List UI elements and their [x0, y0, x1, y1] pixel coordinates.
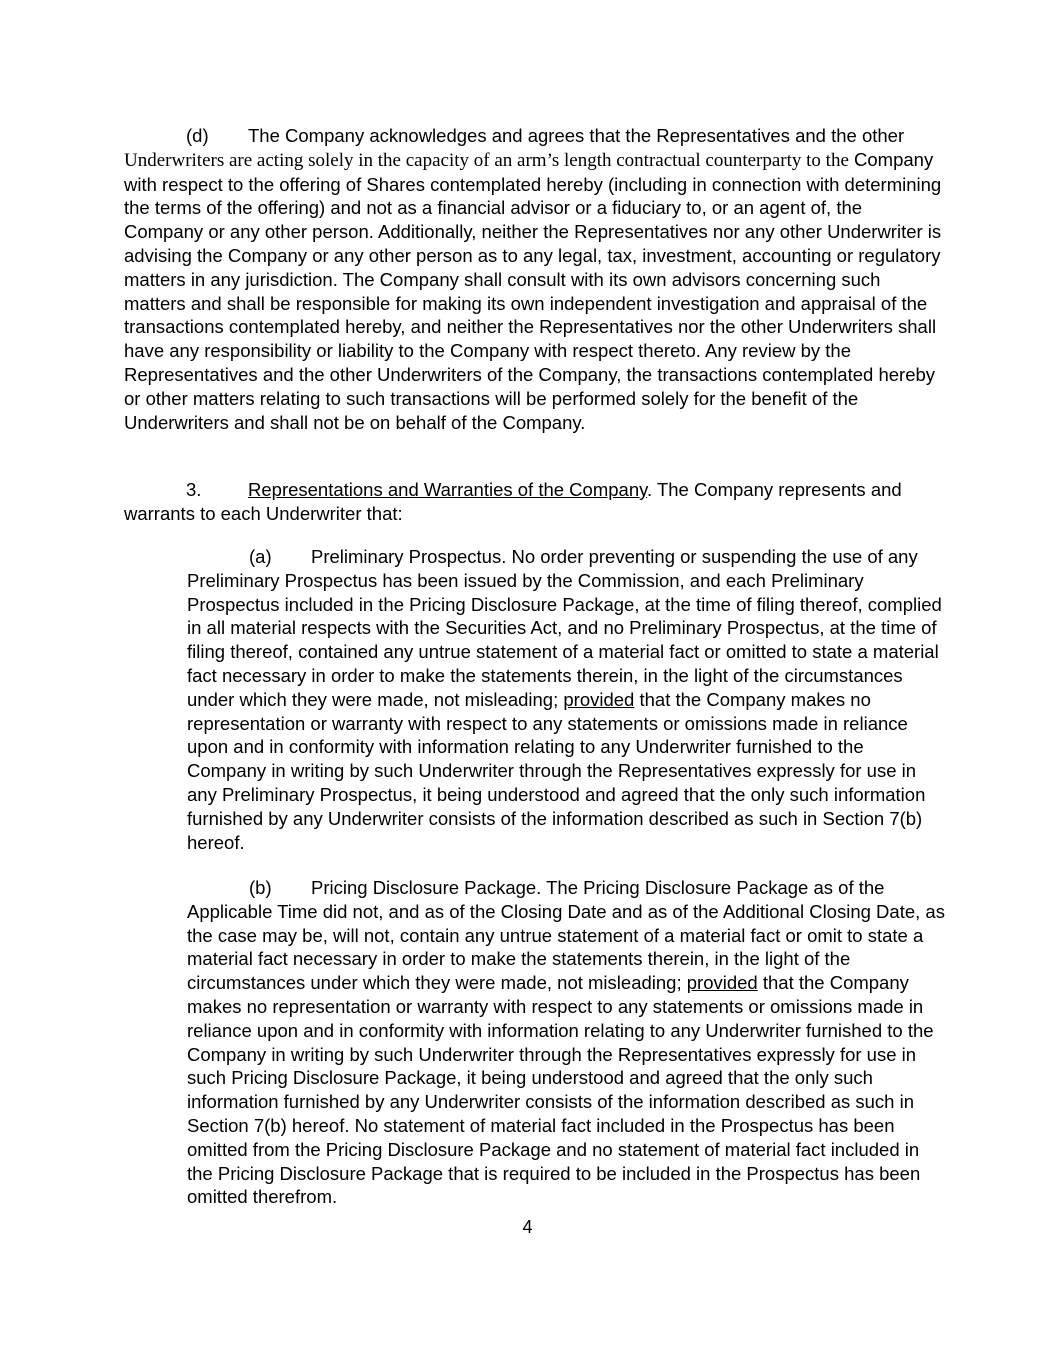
paragraph-a-marker: (a): [249, 546, 272, 567]
paragraph-b: [187, 876, 947, 1209]
paragraph-d: [124, 124, 944, 434]
paragraph-a-title: Preliminary Prospectus.: [311, 546, 507, 567]
paragraph-b-text-2: that the Company makes no representation or warranty with respect to any statements or omissions made in reliance upon and in conformity with information relating to any Underwriter furnished to the Company in writing by such Underwriter through the Representatives expressly for use in such Pricing Disclosure Package, it being understood and agreed that the only such information furnished by any Underwriter consists of the information described as such in Section 7(b) hereof. No statement of material fact included in the Prospectus has been omitted from the Pricing Disclosure Package and no statement of material fact included in the Pricing Disclosure Package that is required to be included in the Prospectus has been omitted therefrom.: [187, 972, 934, 1208]
paragraph-d-serif-line: Underwriters are acting solely in the capacity of an arm’s length contractual counterparty to the: [124, 149, 849, 171]
section-3-text: . The Company represents and warrants to each Underwriter that:: [124, 479, 902, 524]
section-3-paragraph: [124, 478, 944, 526]
section-3-number: 3.: [186, 479, 202, 500]
page-number: 4: [522, 1217, 533, 1237]
paragraph-d-body: Company with respect to the offering of Shares contemplated hereby (including in connection with determining the terms of the offering) and not as a financial advisor or a fiduciary to, or an agent of, the Company or any other person. Additionally, neither the Representatives nor any other Underwriter is advising the Company or any other person as to any legal, tax, investment, accounting or regulatory matters in any jurisdiction. The Company shall consult with its own advisors concerning such matters and shall be responsible for making its own independent investigation and appraisal of the transactions contemplated hereby, and neither the Representatives nor the other Underwriters shall have any responsibility or liability to the Company with respect thereto. Any review by the Representatives and the other Underwriters of the Company, the transactions contemplated hereby or other matters relating to such transactions will be performed solely for the benefit of the Underwriters and shall not be on behalf of the Company.: [124, 148, 942, 433]
paragraph-b-provided: provided: [686, 972, 758, 994]
paragraph-b-text-1: The Pricing Disclosure Package as of the Applicable Time did not, and as of the Closing Date and as of the Additional Closing Date, as the case may be, will not, contain any untrue statement of a material fact or omit to state a material fact necessary in order to make the statements therein, in the light of the circumstances under which they were made, not misleading;: [187, 877, 945, 994]
section-3-heading: Representations and Warranties of the Company: [248, 479, 647, 500]
paragraph-a-provided: provided: [563, 688, 635, 710]
paragraph-a: [187, 545, 947, 854]
paragraph-b-title: Pricing Disclosure Package.: [311, 877, 542, 898]
paragraph-b-marker: (b): [249, 877, 272, 898]
paragraph-a-text-2: that the Company makes no representation or warranty with respect to any statements or omissions made in reliance upon and in conformity with information relating to any Underwriter furnished to the Company in writing by such Underwriter through the Representatives expressly for use in any Preliminary Prospectus, it being understood and agreed that the only such information furnished by any Underwriter consists of the information described as such in Section 7(b) hereof.: [187, 688, 926, 853]
paragraph-d-marker: (d): [186, 125, 209, 146]
paragraph-d-lead: The Company acknowledges and agrees that the Representatives and the other: [248, 125, 905, 146]
paragraph-a-text-1: No order preventing or suspending the use of any Preliminary Prospectus has been issued by the Commission, and each Preliminary Prospectus included in the Pricing Disclosure Package, at the time of filing thereof, complied in all material respects with the Securities Act, and no Preliminary Prospectus, at the time of filing thereof, contained any untrue statement of a material fact or omitted to state a material fact necessary in order to make the statements therein, in the light of the circumstances under which they were made, not misleading;: [187, 546, 942, 710]
